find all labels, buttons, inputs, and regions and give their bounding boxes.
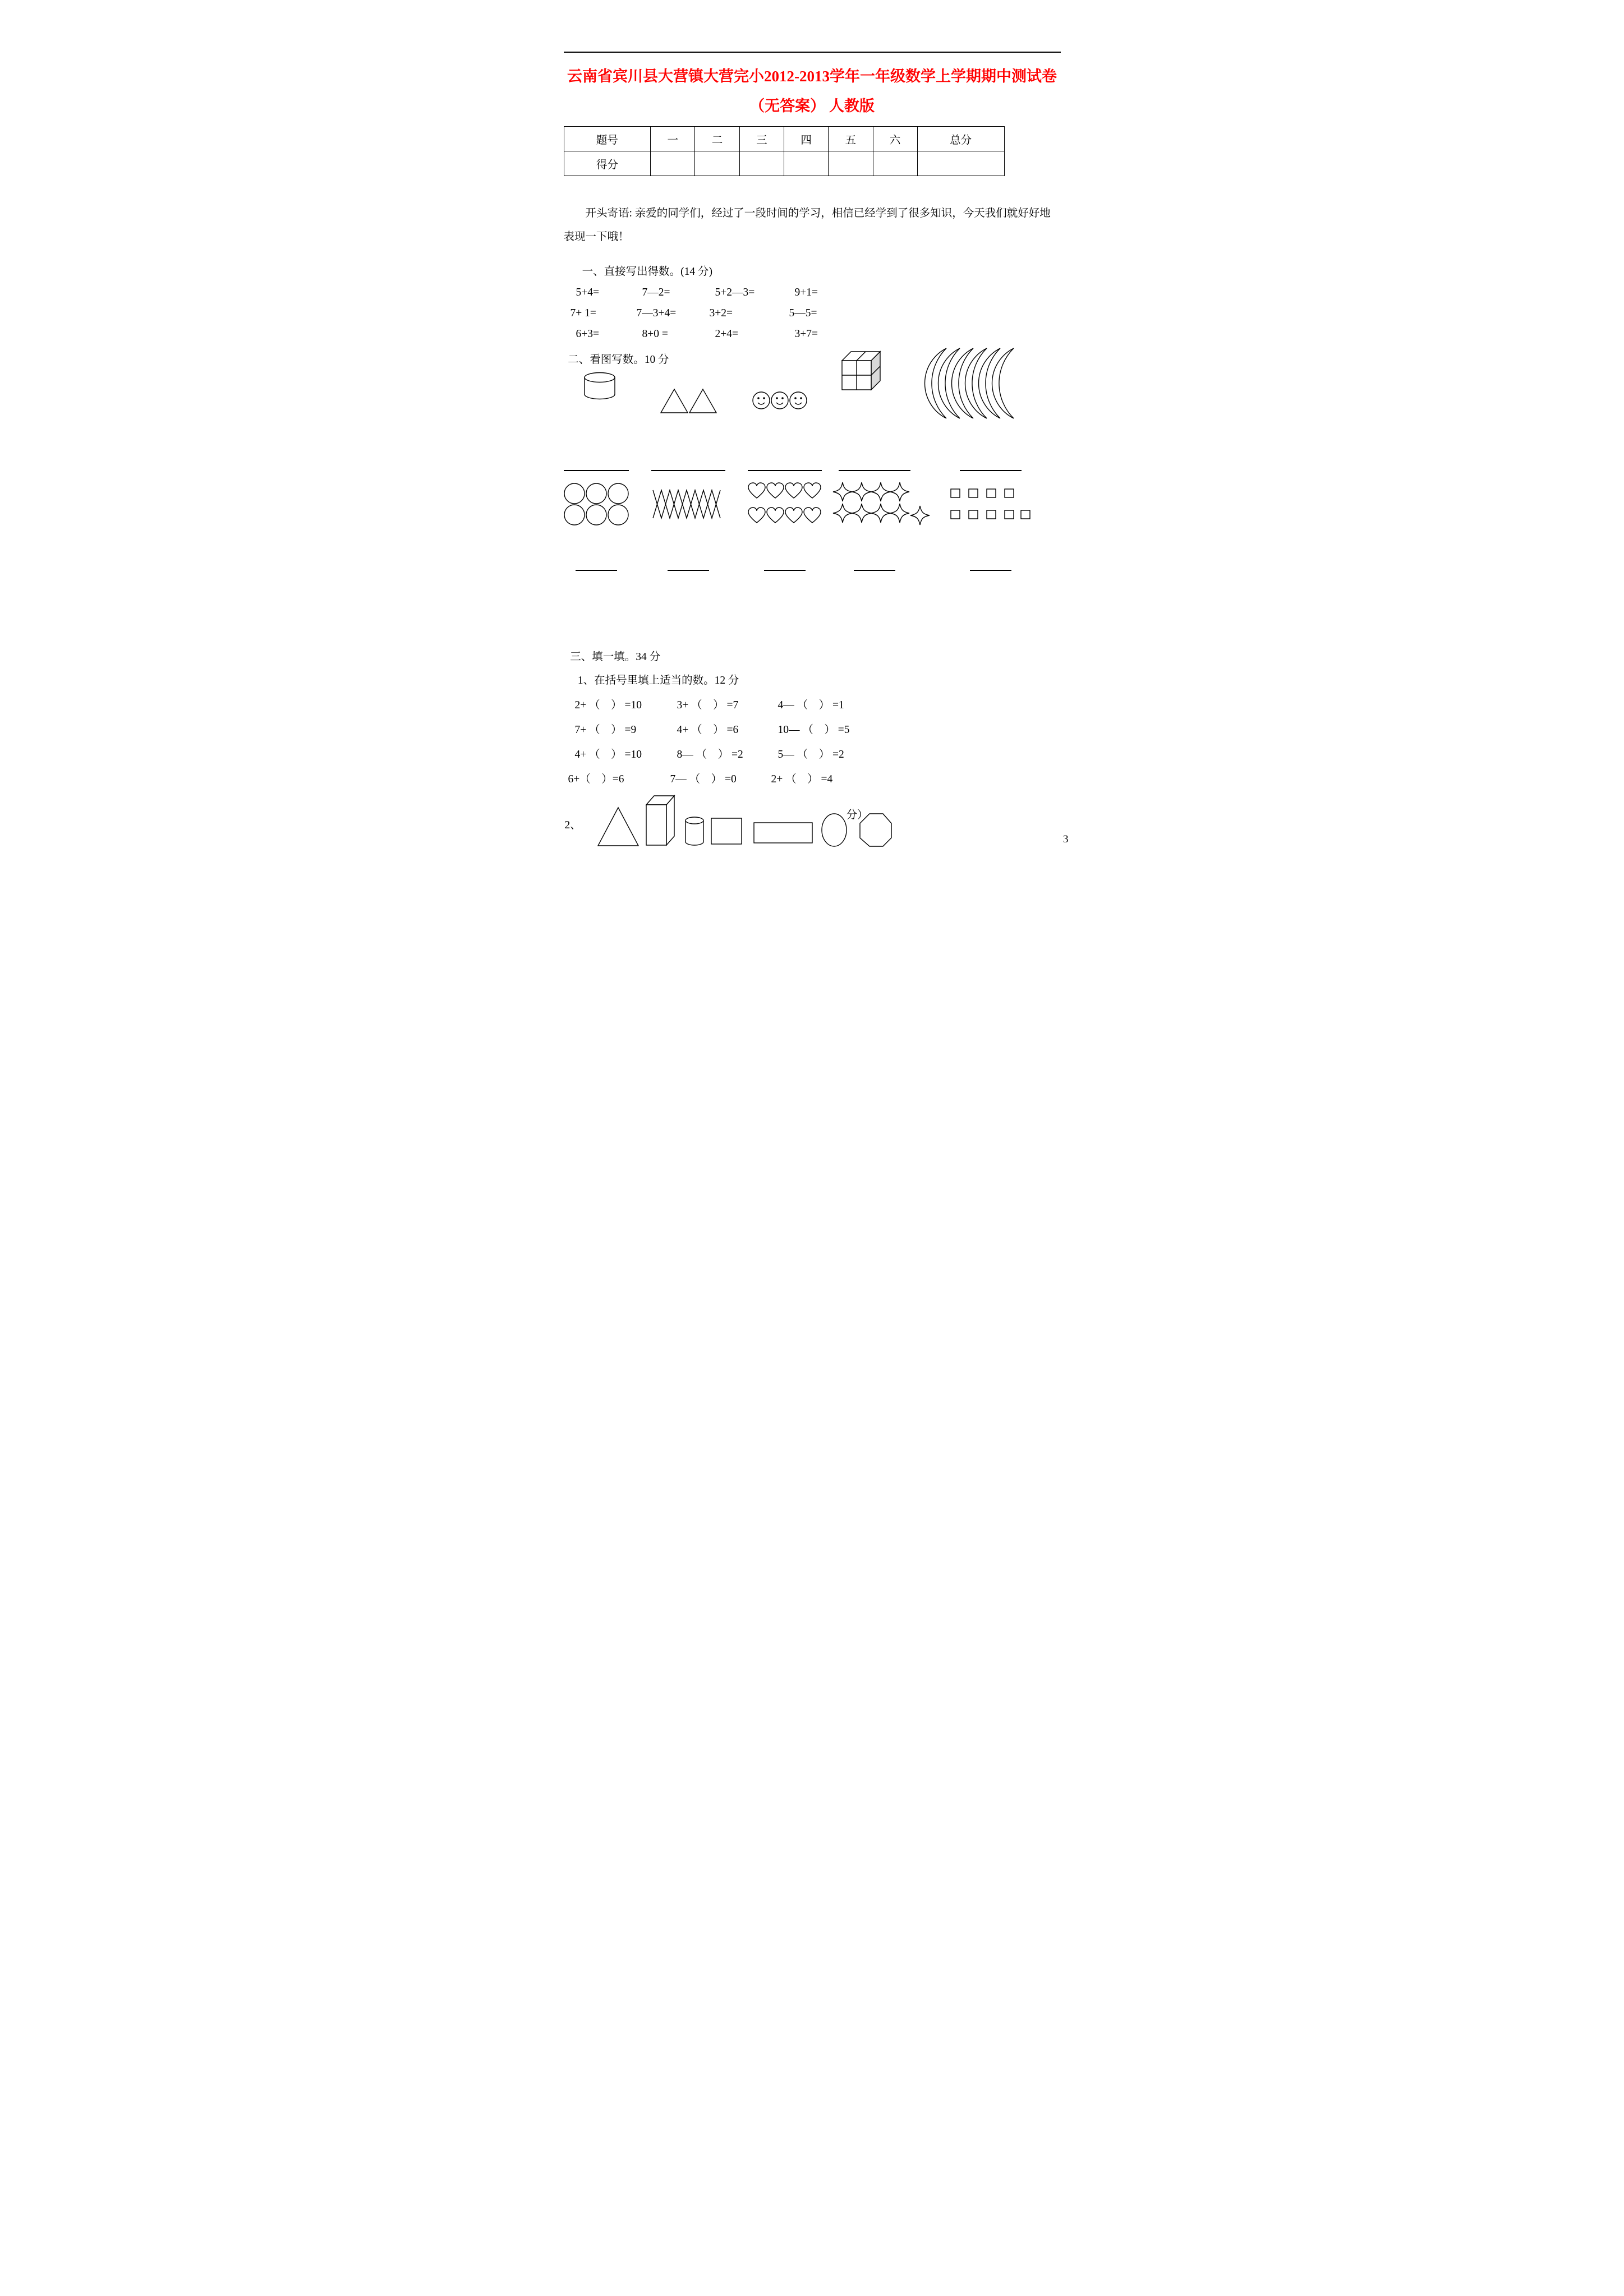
score-table-empty-cell <box>917 151 1004 176</box>
score-table-cell: 三 <box>739 127 784 151</box>
fill-item: 4+ （ ） =6 <box>677 724 739 736</box>
hearts-icon <box>748 471 822 537</box>
zigzag-triangles-icon <box>652 471 725 537</box>
cylinder-icon <box>583 372 616 401</box>
fill-item: 5— （ ） =2 <box>778 749 844 761</box>
calc-row-2 <box>564 307 1061 320</box>
triangles-icon <box>659 387 718 414</box>
fill-row-4 <box>564 770 1061 786</box>
fill-item: 7+ （ ） =9 <box>574 724 637 736</box>
calc-item: 7+ 1= <box>570 307 596 320</box>
score-table-header-row <box>564 127 1004 151</box>
count-group-zigzag <box>651 470 725 571</box>
calc-item: 5+4= <box>576 287 599 299</box>
answer-blank-line <box>576 570 617 571</box>
count-group-hearts <box>748 470 822 571</box>
answer-blank-line <box>668 570 709 571</box>
score-table-cell: 四 <box>784 127 828 151</box>
count-group-stars <box>839 470 910 571</box>
calc-item: 5+2—3= <box>715 287 755 299</box>
test-paper-page <box>508 0 1117 861</box>
smiley-faces-icon <box>752 390 808 411</box>
score-table <box>564 126 1005 176</box>
question2-points-text: 分） <box>846 809 868 822</box>
crescent-moons-icon <box>924 347 1017 421</box>
count-row <box>564 470 1061 571</box>
question2-row <box>564 790 1061 847</box>
calc-item: 6+3= <box>576 328 599 340</box>
section2-heading: 二、看图写数。10 分 <box>568 354 669 366</box>
title-line-1: 云南省宾川县大营镇大营完小2012-2013学年一年级数学上学期期中测试卷 <box>567 68 1057 85</box>
score-table-empty-cell <box>651 151 695 176</box>
fill-item: 4+ （ ） =10 <box>574 749 642 761</box>
section3-sub1-heading: 1、在括号里填上适当的数。12 分 <box>577 675 739 687</box>
score-table-cell: 六 <box>873 127 917 151</box>
question2-label: 2、 <box>564 819 581 832</box>
calc-row-1 <box>564 287 1061 299</box>
score-table-score-row <box>564 151 1004 176</box>
score-table-empty-cell <box>829 151 873 176</box>
fill-item: 6+（ ）=6 <box>568 773 624 786</box>
cube-blocks-icon <box>839 349 885 392</box>
score-table-cell: 得分 <box>564 151 651 176</box>
section3-heading: 三、填一填。34 分 <box>570 651 661 663</box>
calc-item: 7—2= <box>642 287 670 299</box>
answer-blank-line <box>970 570 1011 571</box>
calc-item: 2+4= <box>715 328 738 340</box>
score-table-cell: 一 <box>651 127 695 151</box>
answer-blank-line <box>854 570 895 571</box>
score-table-cell: 五 <box>829 127 873 151</box>
small-cylinder-shape-icon <box>684 816 705 847</box>
oval-shape-icon <box>820 813 848 847</box>
page-number: 3 <box>1063 833 1069 845</box>
calc-item: 8+0 = <box>642 328 668 340</box>
calc-item: 9+1= <box>794 287 818 299</box>
score-table-empty-cell <box>695 151 739 176</box>
section1-heading: 一、直接写出得数。(14 分) <box>582 266 713 278</box>
rectangle-shape-icon <box>753 822 813 844</box>
score-table-empty-cell <box>873 151 917 176</box>
fill-item: 4— （ ） =1 <box>778 699 844 712</box>
count-group-circles <box>564 470 629 571</box>
count-group-squares <box>950 470 1032 571</box>
score-table-cell: 题号 <box>564 127 651 151</box>
title-line-2: （无答案） 人教版 <box>749 97 875 114</box>
calc-row-3 <box>564 328 1061 340</box>
calc-item: 5—5= <box>789 307 817 320</box>
fill-item: 8— （ ） =2 <box>677 749 743 761</box>
calc-item: 3+2= <box>709 307 733 320</box>
top-divider-line <box>564 52 1061 53</box>
triangle-shape-icon <box>596 806 641 847</box>
page-title <box>564 62 1061 121</box>
intro-text: 开头寄语: 亲爱的同学们，经过了一段时间的学习，相信已经学到了很多知识，今天我们就好好地表现一下哦！ <box>563 208 1051 243</box>
fill-item: 10— （ ） =5 <box>778 724 850 736</box>
calc-item: 7—3+4= <box>636 307 677 320</box>
score-table-cell: 二 <box>695 127 739 151</box>
fill-item: 2+ （ ） =4 <box>771 773 833 786</box>
calc-item: 3+7= <box>794 328 818 340</box>
answer-blank-line <box>764 570 806 571</box>
score-table-empty-cell <box>739 151 784 176</box>
fill-item: 3+ （ ） =7 <box>677 699 739 712</box>
small-squares-icon <box>950 471 1032 537</box>
fill-item: 7— （ ） =0 <box>670 773 737 786</box>
fill-row-1 <box>564 696 1061 712</box>
cuboid-shape-icon <box>645 795 675 847</box>
fill-row-3 <box>564 745 1061 761</box>
score-table-cell: 总分 <box>917 127 1004 151</box>
four-point-stars-icon <box>818 471 931 537</box>
score-table-empty-cell <box>784 151 828 176</box>
square-shape-icon <box>710 817 743 845</box>
circles-icon <box>563 471 629 537</box>
fill-item: 2+ （ ） =10 <box>574 699 642 712</box>
fill-row-2 <box>564 721 1061 736</box>
